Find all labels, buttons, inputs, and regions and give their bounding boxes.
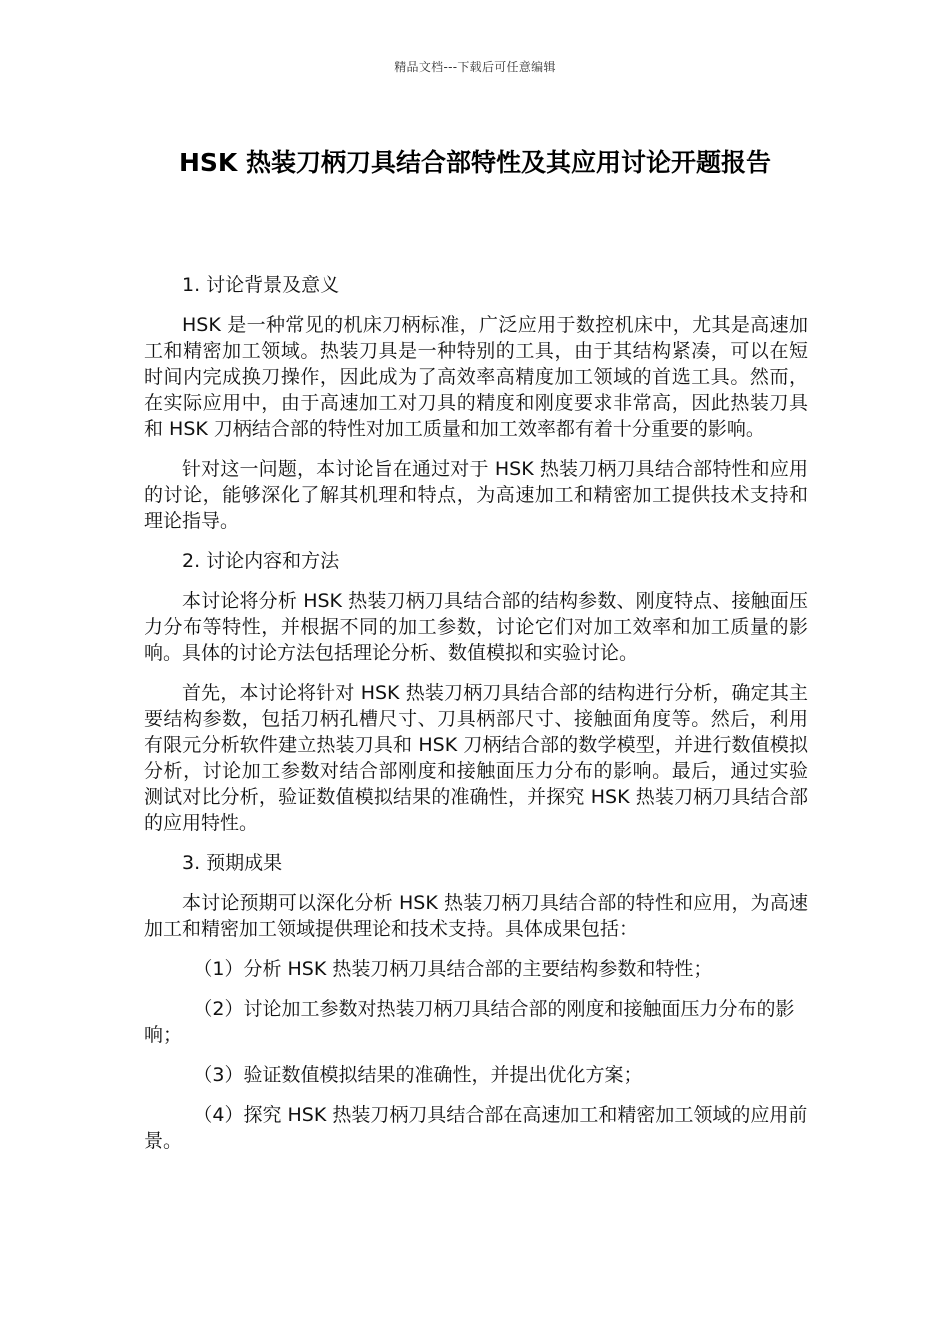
section-heading-background: 1. 讨论背景及意义 [182,274,340,296]
list-item: （4）探究 HSK 热装刀柄刀具结合部在高速加工和精密加工领域的应用前景。 [144,1104,808,1152]
paragraph: 本讨论将分析 HSK 热装刀柄刀具结合部的结构参数、刚度特点、接触面压力分布等特性，并根据不同的加工参数，讨论它们对加工效率和加工质量的影响。具体的讨论方法包括理论分析、数值模拟和实验讨论。 [144,590,808,664]
document-title: HSK 热装刀柄刀具结合部特性及其应用讨论开题报告 [178,148,771,177]
list-item: （1）分析 HSK 热装刀柄刀具结合部的主要结构参数和特性； [193,958,713,980]
list-item: （2）讨论加工参数对热装刀柄刀具结合部的刚度和接触面压力分布的影响； [144,998,795,1046]
paragraph: HSK 是一种常见的机床刀柄标准，广泛应用于数控机床中，尤其是高速加工和精密加工领域。热装刀具是一种特别的工具，由于其结构紧凑，可以在短时间内完成换刀操作，因此成为了高效率高精度加工领域的首选工具。然而，在实际应用中，由于高速加工对刀具的精度和刚度要求非常高，因此热装刀具和 HSK 刀柄结合部的特性对加工质量和加工效率都有着十分重要的影响。 [144,314,808,440]
section-heading-expected-results: 3. 预期成果 [182,852,283,874]
paragraph: 本讨论预期可以深化分析 HSK 热装刀柄刀具结合部的特性和应用，为高速加工和精密加工领域提供理论和技术支持。具体成果包括： [144,892,808,940]
list-item: （3）验证数值模拟结果的准确性，并提出优化方案； [193,1064,643,1086]
document-body [144,272,808,1168]
header-note: 精品文档---下载后可任意编辑 [394,60,556,74]
paragraph: 针对这一问题，本讨论旨在通过对于 HSK 热装刀柄刀具结合部特性和应用的讨论，能够深化了解其机理和特点，为高速加工和精密加工提供技术支持和理论指导。 [144,458,808,532]
section-heading-content-methods: 2. 讨论内容和方法 [182,550,340,572]
paragraph: 首先，本讨论将针对 HSK 热装刀柄刀具结合部的结构进行分析，确定其主要结构参数，包括刀柄孔槽尺寸、刀具柄部尺寸、接触面角度等。然后，利用有限元分析软件建立热装刀具和 HSK 刀柄结合部的数学模型，并进行数值模拟分析，讨论加工参数对结合部刚度和接触面压力分布的影响。最后，通过实验测试对比分析，验证数值模拟结果的准确性，并探究 HSK 热装刀柄刀具结合部的应用特性。 [144,682,808,834]
